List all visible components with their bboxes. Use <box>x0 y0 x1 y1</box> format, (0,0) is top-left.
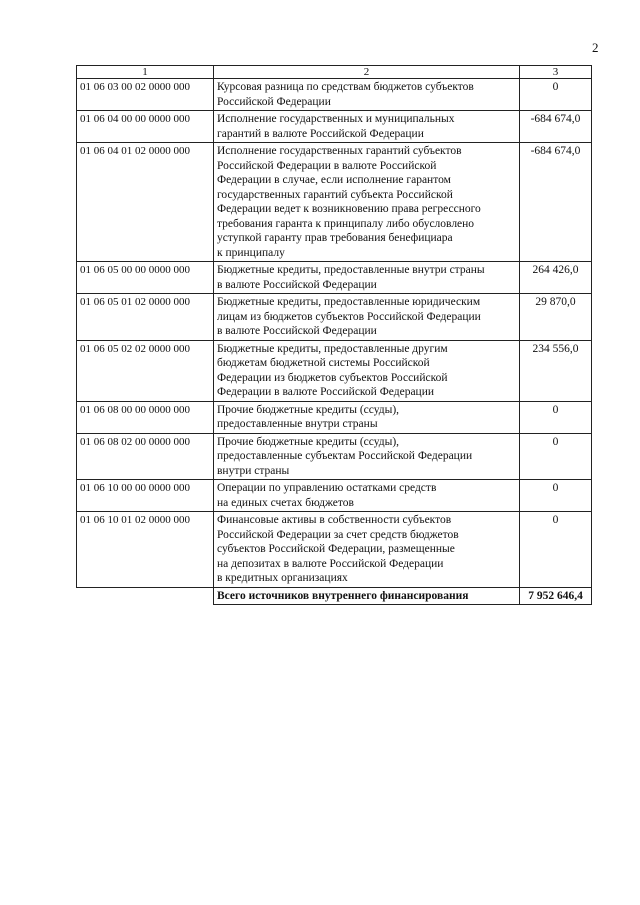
row-name <box>214 340 520 401</box>
row-value: 234 556,0 <box>520 340 592 401</box>
row-name-line: Прочие бюджетные кредиты (ссуды), <box>217 403 400 416</box>
row-name-line: Российской Федерации <box>217 95 331 108</box>
total-row <box>77 587 592 605</box>
row-name-line: требования гаранта к принципалу либо обусловлено <box>217 217 475 230</box>
header-cell-name: 2 <box>214 66 520 79</box>
row-code: 01 06 04 00 00 0000 000 <box>77 111 214 143</box>
row-name-line: предоставленные внутри страны <box>217 418 378 430</box>
row-code: 01 06 10 01 02 0000 000 <box>77 512 214 588</box>
table-row <box>77 433 592 480</box>
total-label: Всего источников внутреннего финансирования <box>214 587 520 605</box>
row-name-line: Федерации в валюте Российской Федерации <box>217 386 435 398</box>
row-name-line: в валюте Российской Федерации <box>217 278 377 291</box>
table-row <box>77 79 592 111</box>
row-name <box>214 262 520 294</box>
row-name-line: Прочие бюджетные кредиты (ссуды), <box>217 435 400 448</box>
row-name-line: Федерации в случае, если исполнение гарантом <box>217 174 451 186</box>
row-name-line: в валюте Российской Федерации <box>217 325 377 337</box>
row-code: 01 06 03 00 02 0000 000 <box>77 79 214 111</box>
table-row <box>77 401 592 433</box>
page-number: 2 <box>592 40 599 55</box>
row-name-line: к принципалу <box>217 246 285 259</box>
row-name-line: внутри страны <box>217 464 290 477</box>
row-name-line: Бюджетные кредиты, предоставленные внутри страны <box>217 264 485 276</box>
row-value: 0 <box>520 480 592 512</box>
row-value: 0 <box>520 401 592 433</box>
row-name-line: субъектов Российской Федерации, размещенные <box>217 543 455 555</box>
row-name <box>214 433 520 480</box>
table-row <box>77 294 592 341</box>
row-name-line: на депозитах в валюте Российской Федерации <box>217 557 444 570</box>
row-name <box>214 111 520 143</box>
row-name-line: Федерации ведет к возникновению права регрессного <box>217 203 481 215</box>
table-header-row <box>77 66 592 79</box>
row-name-line: государственных гарантий субъекта Российской <box>217 188 453 201</box>
row-code: 01 06 10 00 00 0000 000 <box>77 480 214 512</box>
row-name-line: Исполнение государственных гарантий субъектов <box>217 145 462 157</box>
row-name <box>214 480 520 512</box>
row-name <box>214 79 520 111</box>
total-value: 7 952 646,4 <box>520 587 592 605</box>
row-name-line: Исполнение государственных и муниципальных <box>217 113 455 125</box>
table-row <box>77 262 592 294</box>
row-value: 0 <box>520 433 592 480</box>
table-row <box>77 340 592 401</box>
header-cell-code: 1 <box>77 66 214 79</box>
row-name-line: лицам из бюджетов субъектов Российской Федерации <box>217 310 481 323</box>
row-name-line: Бюджетные кредиты, предоставленные другим <box>217 342 448 355</box>
row-value: 29 870,0 <box>520 294 592 341</box>
table-row <box>77 111 592 143</box>
financing-sources-table <box>76 65 592 605</box>
row-code: 01 06 08 02 00 0000 000 <box>77 433 214 480</box>
row-value: 0 <box>520 512 592 588</box>
row-name-line: Российской Федерации в валюте Российской <box>217 159 437 172</box>
row-name <box>214 294 520 341</box>
row-name-line: Российской Федерации за счет средств бюджетов <box>217 528 459 541</box>
table-row <box>77 480 592 512</box>
row-name-line: уступкой гаранту прав требования бенефициара <box>217 232 453 244</box>
row-name <box>214 512 520 588</box>
row-name-line: в кредитных организациях <box>217 572 348 584</box>
row-code: 01 06 08 00 00 0000 000 <box>77 401 214 433</box>
row-name-line: Федерации из бюджетов субъектов Российской <box>217 371 448 384</box>
row-value: -684 674,0 <box>520 143 592 262</box>
row-value: 264 426,0 <box>520 262 592 294</box>
header-cell-value: 3 <box>520 66 592 79</box>
row-name-line: Курсовая разница по средствам бюджетов субъектов <box>217 81 474 93</box>
row-code: 01 06 05 02 02 0000 000 <box>77 340 214 401</box>
row-name-line: Бюджетные кредиты, предоставленные юридическим <box>217 296 481 308</box>
row-code: 01 06 05 01 02 0000 000 <box>77 294 214 341</box>
table-row <box>77 143 592 262</box>
row-name-line: на единых счетах бюджетов <box>217 496 354 509</box>
row-name-line: предоставленные субъектам Российской Федерации <box>217 450 473 462</box>
row-code: 01 06 04 01 02 0000 000 <box>77 143 214 262</box>
row-code: 01 06 05 00 00 0000 000 <box>77 262 214 294</box>
row-name <box>214 143 520 262</box>
total-empty-cell <box>77 587 214 605</box>
row-name-line: гарантий в валюте Российской Федерации <box>217 127 424 140</box>
row-value: 0 <box>520 79 592 111</box>
table-row <box>77 512 592 588</box>
row-name <box>214 401 520 433</box>
row-name-line: Финансовые активы в собственности субъектов <box>217 514 452 526</box>
row-name-line: бюджетам бюджетной системы Российской <box>217 357 430 369</box>
row-name-line: Операции по управлению остатками средств <box>217 482 437 494</box>
row-value: -684 674,0 <box>520 111 592 143</box>
